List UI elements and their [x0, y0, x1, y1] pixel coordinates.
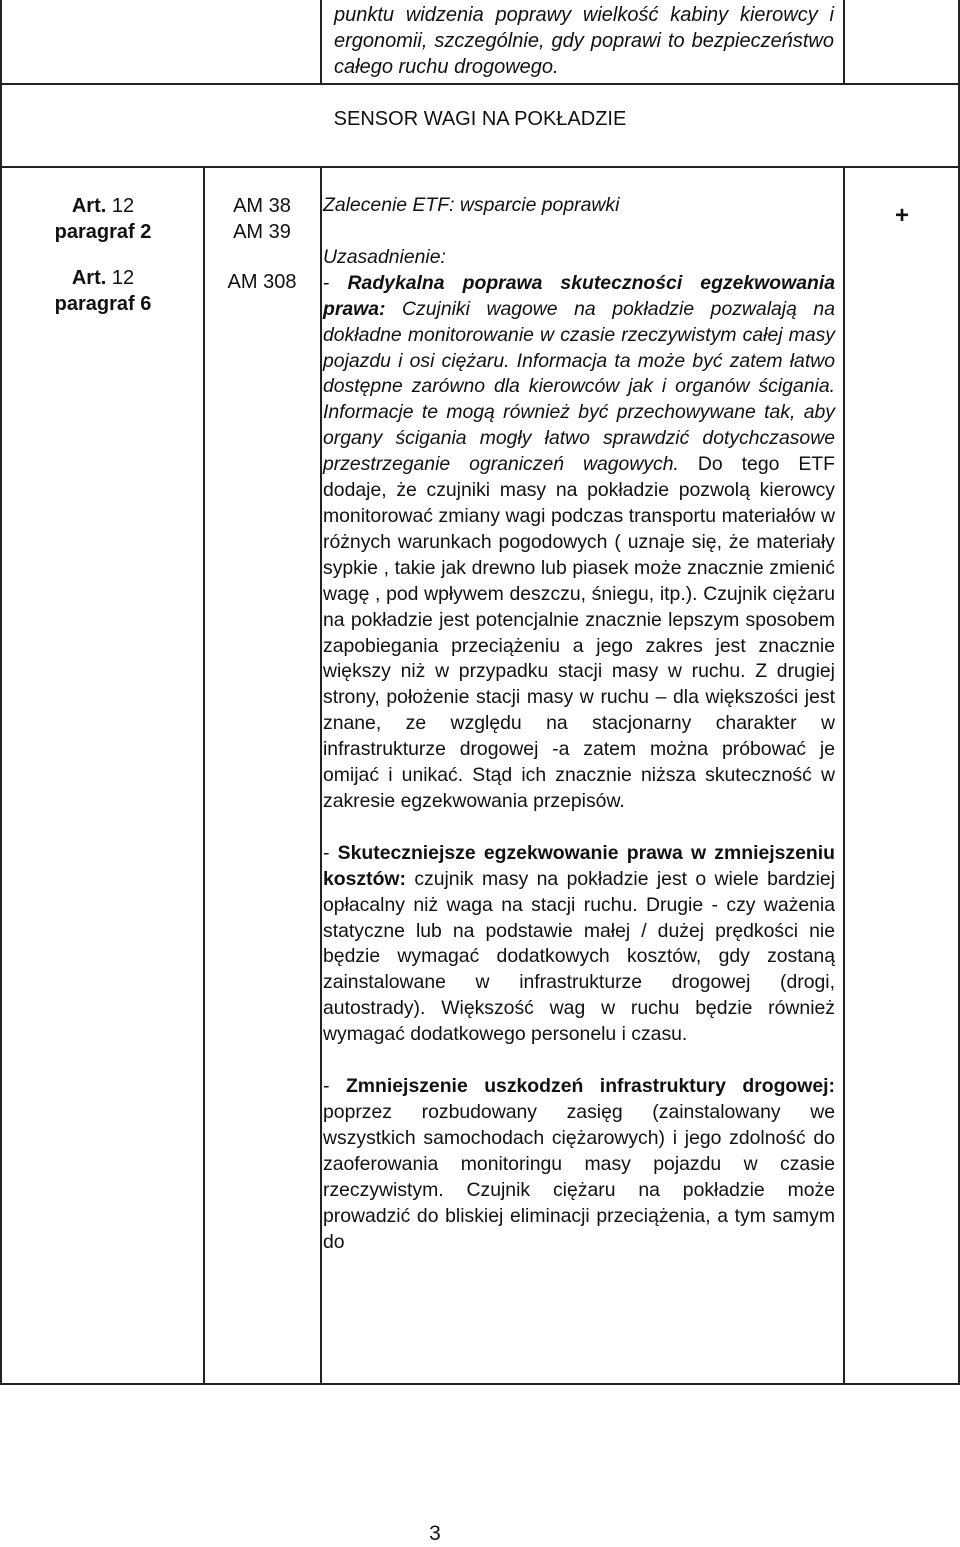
article-ref [8, 265, 198, 291]
dash: - [323, 271, 348, 294]
page-number: 3 [429, 1522, 441, 1545]
dash: - [323, 841, 338, 864]
recommendation-value: wsparcie poprawki [459, 194, 620, 216]
rating-mark: + [894, 202, 909, 229]
article-label: Art. [71, 267, 107, 289]
point-text: Czujniki wagowe na pokładzie pozwalają na dokładne monitorowanie w czasie rzeczywistym całej masy pojazdu i osi ciężaru. Informacja ta może być zatem łatwo dostępne zarówno dla kierowców jak i organów ścigania. Informacje te mogą również być przechowywane tak, aby organy ścigania mogły łatwo sprawdzić dotychczasowe przestrzeganie ograniczeń wagowych. [323, 297, 835, 476]
amendment-ref: AM 38 [233, 195, 291, 217]
section-title: SENSOR WAGI NA POKŁADZIE [333, 108, 627, 130]
point-text: poprzez rozbudowany zasięg (zainstalowany we wszystkich samochodach ciężarowych) i jego zdolność do zaoferowania monitoringu masy pojazdu w czasie rzeczywistym. Czujnik ciężaru na pokładzie może prowadzić do bliskiej eliminacji przeciążenia, a tym samym do [323, 1101, 835, 1253]
intro-paragraph: punktu widzenia poprawy wielkość kabiny kierowcy i ergonomii, szczególnie, gdy poprawi to bezpieczeństwo całego ruchu drogowego. [334, 4, 834, 78]
article-ref [8, 193, 198, 219]
article-references [8, 193, 198, 317]
amendment-ref: AM 39 [233, 221, 291, 243]
dash: - [323, 1075, 346, 1098]
amendment-references [206, 193, 318, 295]
point-costs [323, 841, 835, 1048]
point-text: Do tego ETF dodaje, że czujniki masy na pokładzie pozwolą kierowcy monitorować zmiany wagi podczas transportu materiałów w różnych warunkach pogodowych ( uznaje się, że materiały sypkie , takie jak drewno lub piasek może znacznie zmienić wagę , pod wpływem deszczu, śniegu, itp.). Czujnik ciężaru na pokładzie jest potencjalnie znacznie lepszym sposobem zapobiegania przeciążeniu a jego zakres jest znacznie większy niż w przypadku stacji masy w ruchu. Z drugiej strony, położenie stacji masy w ruchu – dla większości jest znane, ze względu na stacjonarny charakter w infrastrukturze drogowej -a zatem można próbować je omijać i unikać. Stąd ich znacznie niższa skuteczność w zakresie egzekwowania przepisów. [323, 453, 835, 812]
recommendation-label: Zalecenie ETF: [323, 194, 455, 216]
justification-label: Uzasadnienie: [323, 245, 446, 268]
point-lead: Zmniejszenie uszkodzeń infrastruktury drogowej: [345, 1075, 835, 1098]
article-number: 12 [111, 267, 135, 289]
point-infrastructure [323, 1074, 835, 1255]
point-text: czujnik masy na pokładzie jest o wiele bardziej opłacalny niż waga na stacji ruchu. Drugie - czy ważenia statyczne lub na podstawie małej / dużej prędkości nie będzie wymagać dodatkowych kosztów, gdy zostaną zainstalowane w infrastrukturze drogowej (drogi, autostrady). Większość wag w ruchu będzie również wymagać dodatkowego personelu i czasu. [323, 867, 836, 1046]
amendment-ref: AM 308 [227, 271, 297, 293]
point-enforcement [323, 271, 835, 815]
point-lead: Skuteczniejsze egzekwowanie prawa w zmniejszeniu kosztów: [323, 841, 835, 890]
recommendation [323, 193, 835, 219]
paragraph-ref: paragraf 2 [54, 221, 152, 243]
comment-cell [323, 193, 835, 1255]
paragraph-ref: paragraf 6 [54, 293, 152, 315]
article-label: Art. [71, 195, 107, 217]
point-lead: Radykalna poprawa skuteczności egzekwowania prawa: [323, 271, 835, 320]
article-number: 12 [111, 195, 135, 217]
